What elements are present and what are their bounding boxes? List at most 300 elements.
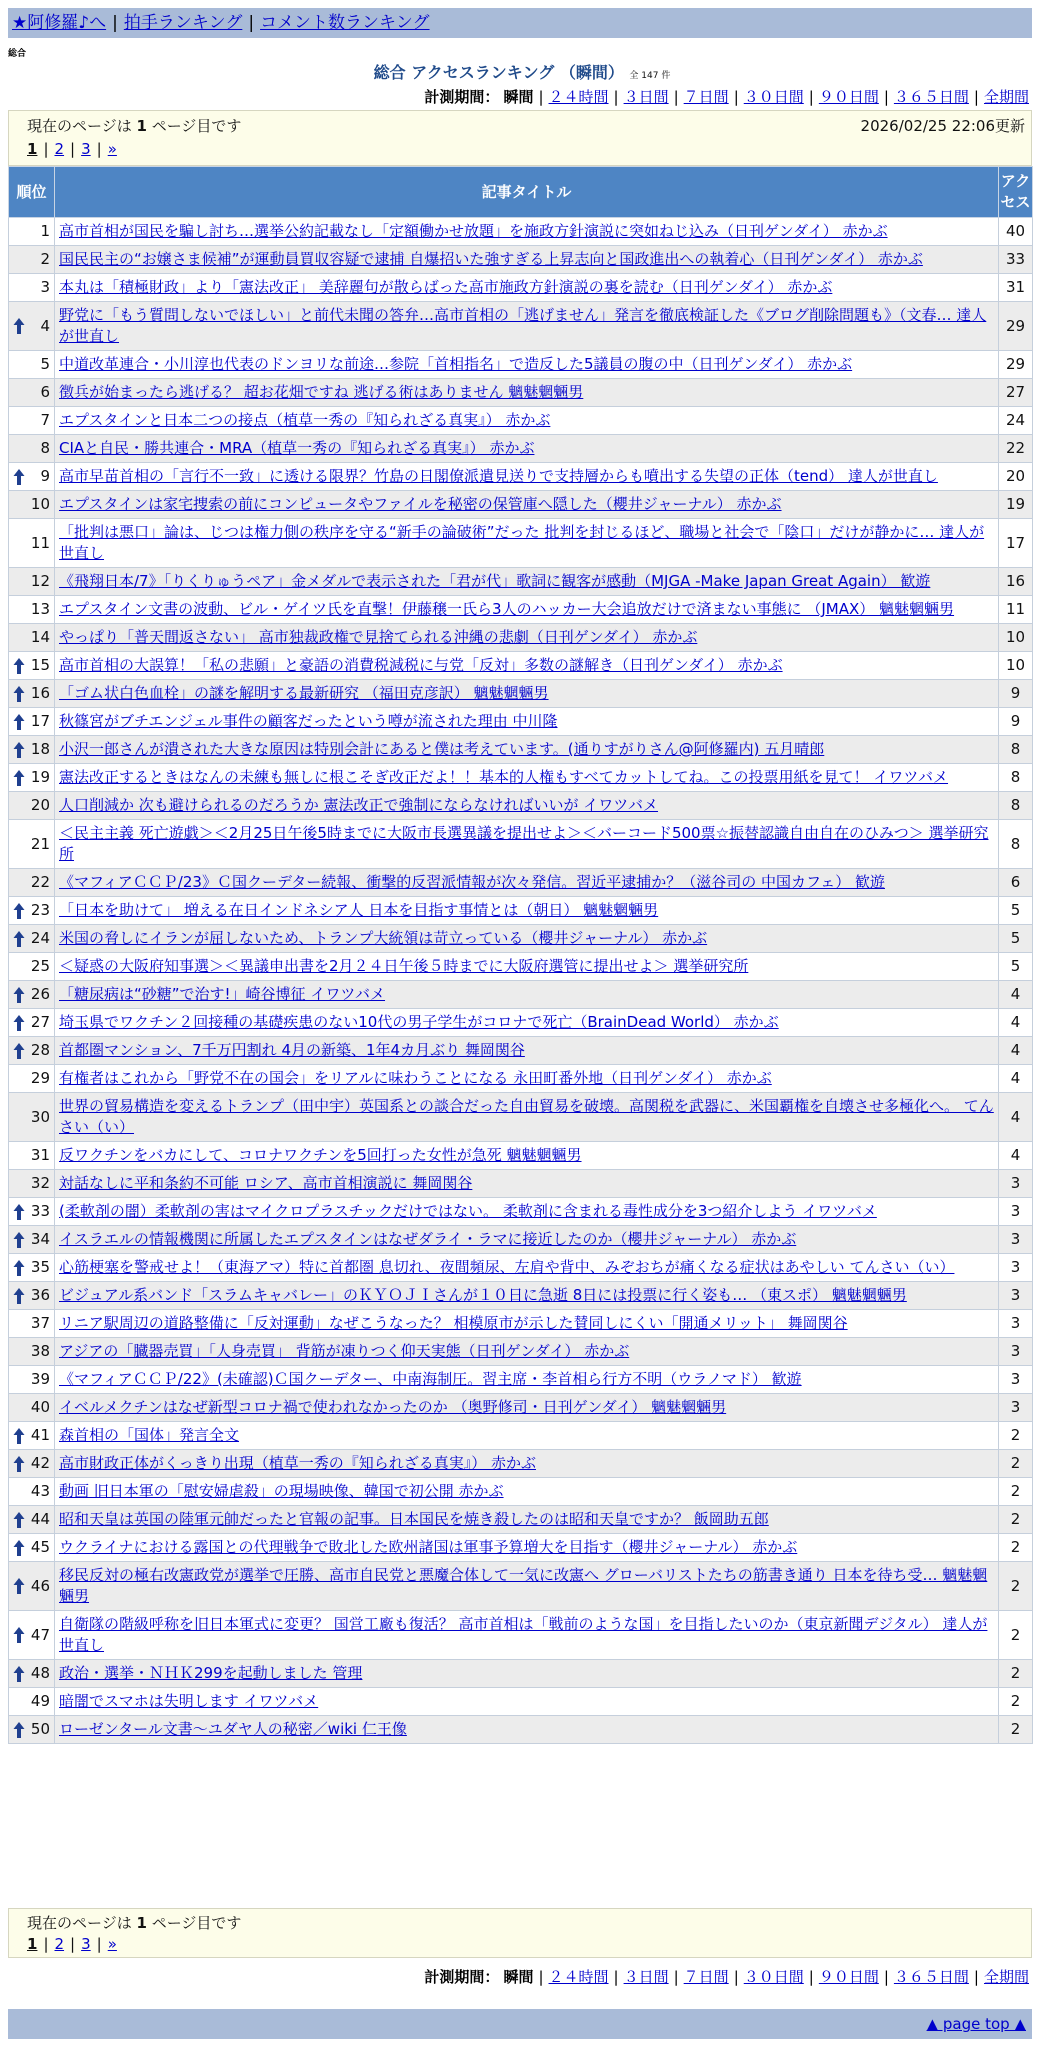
- article-title-link[interactable]: 政治・選挙・ＮＨＫ299を起動しました 管理: [59, 1664, 363, 1682]
- access-count: 2: [999, 1506, 1033, 1534]
- access-count: 33: [999, 246, 1033, 274]
- comment-ranking-link[interactable]: コメント数ランキング: [260, 13, 430, 33]
- period-link-all[interactable]: 全期間: [983, 1968, 1029, 1986]
- up-arrow-icon: [13, 1259, 25, 1277]
- article-title-link[interactable]: 世界の貿易構造を変えるトランプ（田中宇）英国系との談合だった自由貿易を破壊。高関税を武器に、米国覇権を自壊させ多極化へ。 てんさい（い）: [59, 1097, 994, 1136]
- up-arrow-icon: [13, 1539, 25, 1557]
- table-row: [9, 792, 1033, 820]
- header-title: 記事タイトル: [55, 167, 999, 218]
- rank-number: 5: [40, 355, 50, 373]
- rank-cell: [9, 1611, 55, 1660]
- up-arrow-icon: [13, 902, 25, 920]
- rank-number: 43: [30, 1482, 50, 1500]
- article-title-link[interactable]: 動画 旧日本軍の「慰安婦虐殺」の現場映像、韓国で初公開 赤かぶ: [59, 1482, 504, 1500]
- article-title-link[interactable]: やっぱり「普天間返さない」 高市独裁政権で見捨てられる沖縄の悲劇（日刊ゲンダイ） 赤かぶ: [59, 628, 698, 646]
- title-cell: [55, 736, 999, 764]
- title-cell: [55, 1254, 999, 1282]
- rank-cell: [9, 379, 55, 407]
- rank-number: 3: [40, 278, 50, 296]
- period-link-7d[interactable]: ７日間: [683, 1968, 729, 1986]
- period-link-365d[interactable]: ３６５日間: [893, 88, 969, 106]
- up-arrow-icon: [13, 685, 25, 703]
- rank-number: 26: [30, 985, 50, 1003]
- rank-number: 48: [30, 1664, 50, 1682]
- period-link-3d[interactable]: ３日間: [623, 1968, 669, 1986]
- access-count: 2: [999, 1478, 1033, 1506]
- period-label: 計測期間：: [424, 1968, 500, 1986]
- up-arrow-icon: [13, 930, 25, 948]
- article-title-link[interactable]: 「糖尿病は“砂糖”で治す!」崎谷博征 イワツバメ: [59, 985, 386, 1003]
- title-cell: [55, 792, 999, 820]
- article-title-link[interactable]: ローゼンタール文書～ユダヤ人の秘密／wiki 仁王像: [59, 1720, 407, 1738]
- article-title-link[interactable]: 自衛隊の階級呼称を旧日本軍式に変更？ 国営工廠も復活？ 高市首相は「戦前のような国」を目指したいのか（東京新聞デジタル） 達人が世直し: [59, 1615, 988, 1654]
- up-arrow-icon: [13, 1231, 25, 1249]
- article-title-link[interactable]: 小沢一郎さんが潰された大きな原因は特別会計にあると僕は考えています。(通りすがりさん@阿修羅内) 五月晴郎: [59, 740, 825, 758]
- rank-cell: [9, 218, 55, 246]
- rank-cell: [9, 624, 55, 652]
- rank-cell: [9, 491, 55, 519]
- table-row: [9, 568, 1033, 596]
- page-title: 総合 アクセスランキング （瞬間）: [373, 63, 624, 82]
- bottom-bar: [8, 2009, 1032, 2039]
- rank-cell: [9, 1198, 55, 1226]
- table-row: [9, 1093, 1033, 1142]
- title-cell: [55, 820, 999, 869]
- title-cell: [55, 435, 999, 463]
- rank-cell: [9, 680, 55, 708]
- table-row: [9, 379, 1033, 407]
- table-row: [9, 463, 1033, 491]
- rank-number: 17: [30, 712, 50, 730]
- access-count: 24: [999, 407, 1033, 435]
- title-cell: [55, 680, 999, 708]
- title-cell: [55, 1394, 999, 1422]
- ranking-table-body: [9, 218, 1033, 1744]
- table-row: [9, 1366, 1033, 1394]
- article-title-link[interactable]: ビジュアル系バンド「スラムキャバレー」のＫＹＯＪＩさんが１０日に急逝 8日には投票に行く姿も… （東スポ） 魑魅魍魎男: [59, 1286, 907, 1304]
- access-count: 22: [999, 435, 1033, 463]
- table-row: [9, 1065, 1033, 1093]
- title-cell: [55, 1065, 999, 1093]
- table-row: [9, 1611, 1033, 1660]
- rank-number: 39: [30, 1370, 50, 1388]
- rank-number: 47: [30, 1625, 50, 1644]
- table-row: [9, 491, 1033, 519]
- access-count: 2: [999, 1534, 1033, 1562]
- article-title-link[interactable]: イスラエルの情報機関に所属したエプスタインはなぜダライ・ラマに接近したのか（櫻井ジャーナル） 赤かぶ: [59, 1230, 797, 1248]
- up-arrow-icon: [13, 1287, 25, 1305]
- title-cell: [55, 925, 999, 953]
- access-count: 3: [999, 1338, 1033, 1366]
- article-title-link[interactable]: 秋篠宮がブチエンジェル事件の顧客だったという噂が流された理由 中川隆: [59, 712, 558, 730]
- access-count: 9: [999, 680, 1033, 708]
- article-title-link[interactable]: 対話なしに平和条約不可能 ロシア、高市首相演説に 舞岡関谷: [59, 1174, 473, 1192]
- up-arrow-icon: [13, 713, 25, 731]
- article-title-link[interactable]: エプスタインは家宅捜索の前にコンピュータやファイルを秘密の保管庫へ隠した（櫻井ジャーナル） 赤かぶ: [59, 495, 782, 513]
- page-link-3[interactable]: 3: [81, 140, 91, 158]
- rank-cell: [9, 302, 55, 351]
- table-row: [9, 1506, 1033, 1534]
- rank-number: 24: [30, 929, 50, 947]
- up-arrow-icon: [13, 468, 25, 486]
- title-cell: [55, 1450, 999, 1478]
- article-title-link[interactable]: 埼玉県でワクチン２回接種の基礎疾患のない10代の男子学生がコロナで死亡（BrainDead World） 赤かぶ: [59, 1013, 779, 1031]
- article-title-link[interactable]: 高市首相の大誤算！「私の悲願」と豪語の消費税減税に与党「反対」多数の謎解き（日刊ゲンダイ） 赤かぶ: [59, 656, 783, 674]
- access-count: 31: [999, 274, 1033, 302]
- access-count: 4: [999, 981, 1033, 1009]
- table-row: [9, 652, 1033, 680]
- rank-number: 4: [40, 316, 50, 335]
- article-title-link[interactable]: 反ワクチンをバカにして、コロナワクチンを5回打った女性が急死 魑魅魍魎男: [59, 1146, 582, 1164]
- article-title-link[interactable]: 心筋梗塞を警戒せよ！（東海アマ）特に首都圏 息切れ、夜間頻尿、左肩や背中、みぞおちが痛くなる症状はあやしい てんさい（い）: [59, 1258, 955, 1276]
- period-link-3d[interactable]: ３日間: [623, 88, 669, 106]
- period-link-30d[interactable]: ３０日間: [743, 88, 804, 106]
- page-links: 1 | 2 | 3 | »: [27, 1935, 117, 1953]
- title-cell: [55, 708, 999, 736]
- access-count: 8: [999, 736, 1033, 764]
- current-page-text: 現在のページは 1 ページ目です: [27, 1914, 242, 1932]
- access-count: 2: [999, 1688, 1033, 1716]
- table-row: [9, 981, 1033, 1009]
- access-count: 4: [999, 1065, 1033, 1093]
- article-title-link[interactable]: 高市財政正体がくっきり出現（植草一秀の『知られざる真実』） 赤かぶ: [59, 1454, 536, 1472]
- table-row: [9, 1009, 1033, 1037]
- table-row: [9, 435, 1033, 463]
- updated-timestamp: 2026/02/25 22:06更新: [860, 117, 1025, 135]
- rank-cell: [9, 1065, 55, 1093]
- access-count: 8: [999, 792, 1033, 820]
- rank-number: 1: [40, 222, 50, 240]
- article-title-link[interactable]: 《飛翔日本/7》「りくりゅうペア」金メダルで表示された「君が代」歌詞に観客が感動（MJGA -Make Japan Great Again） 歓遊: [59, 572, 931, 590]
- rank-number: 31: [30, 1146, 50, 1164]
- period-current: 瞬間: [503, 1968, 534, 1986]
- title-cell: [55, 1366, 999, 1394]
- access-count: 4: [999, 1142, 1033, 1170]
- article-title-link[interactable]: 国民民主の“お嬢さま候補”が運動員買収容疑で逮捕 自爆招いた強すぎる上昇志向と国政進出への執着心（日刊ゲンダイ） 赤かぶ: [59, 250, 923, 268]
- article-title-link[interactable]: ＜民主主義 死亡遊戯＞＜2月25日午後5時までに大阪市長選異議を提出せよ＞＜バーコード500票☆振替認識自由自在のひみつ＞ 選挙研究所: [59, 824, 989, 863]
- access-count: 6: [999, 869, 1033, 897]
- rank-cell: [9, 820, 55, 869]
- page-links: 1 | 2 | 3 | »: [27, 140, 117, 158]
- article-title-link[interactable]: アジアの「臓器売買」「人身売買」 背筋が凍りつく仰天実態（日刊ゲンダイ） 赤かぶ: [59, 1342, 630, 1360]
- rank-cell: [9, 1478, 55, 1506]
- table-row: [9, 246, 1033, 274]
- title-cell: [55, 519, 999, 568]
- rank-number: 30: [30, 1107, 50, 1126]
- article-title-link[interactable]: 高市首相が国民を騙し討ち…選挙公約記載なし「定額働かせ放題」を施政方針演説に突如ねじ込み（日刊ゲンダイ） 赤かぶ: [59, 222, 888, 240]
- title-cell: [55, 1716, 999, 1744]
- rank-number: 16: [30, 684, 50, 702]
- rank-cell: [9, 407, 55, 435]
- table-row: [9, 869, 1033, 897]
- page-next-link[interactable]: »: [107, 140, 117, 158]
- title-cell: [55, 1422, 999, 1450]
- rank-number: 6: [40, 383, 50, 401]
- access-count: 3: [999, 1394, 1033, 1422]
- period-current: 瞬間: [503, 88, 534, 106]
- access-count: 9: [999, 708, 1033, 736]
- access-count: 5: [999, 897, 1033, 925]
- up-arrow-icon: [13, 769, 25, 787]
- nav-separator: |: [248, 13, 255, 33]
- article-title-link[interactable]: 暗闇でスマホは失明します イワツバメ: [59, 1692, 319, 1710]
- title-cell: [55, 897, 999, 925]
- article-title-link[interactable]: 米国の脅しにイランが屈しないため、トランプ大統領は苛立っている（櫻井ジャーナル） 赤かぶ: [59, 929, 708, 947]
- article-title-link[interactable]: 昭和天皇は英国の陸軍元帥だったと官報の記事。日本国民を焼き殺したのは昭和天皇ですか？ 飯岡助五郎: [59, 1510, 769, 1528]
- table-row: [9, 407, 1033, 435]
- access-count: 2: [999, 1562, 1033, 1611]
- page-current: 1: [27, 140, 38, 158]
- access-count: 3: [999, 1254, 1033, 1282]
- table-row: [9, 1142, 1033, 1170]
- rank-cell: [9, 792, 55, 820]
- title-cell: [55, 1093, 999, 1142]
- rank-number: 13: [30, 600, 50, 618]
- title-cell: [55, 869, 999, 897]
- rank-cell: [9, 1282, 55, 1310]
- access-count: 2: [999, 1611, 1033, 1660]
- rank-number: 12: [30, 572, 50, 590]
- page-title-block: [0, 60, 1044, 83]
- top-nav-bar: [8, 8, 1032, 38]
- period-link-24h[interactable]: ２４時間: [548, 1968, 609, 1986]
- table-row: [9, 302, 1033, 351]
- table-row: [9, 1310, 1033, 1338]
- up-arrow-icon: [13, 1455, 25, 1473]
- title-cell: [55, 463, 999, 491]
- access-count: 10: [999, 624, 1033, 652]
- rank-number: 33: [30, 1202, 50, 1220]
- title-cell: [55, 274, 999, 302]
- rank-cell: [9, 736, 55, 764]
- up-arrow-icon: [13, 1427, 25, 1445]
- rank-cell: [9, 764, 55, 792]
- rank-cell: [9, 246, 55, 274]
- rank-number: 27: [30, 1013, 50, 1031]
- article-title-link[interactable]: 《マフィアＣＣＰ/23》Ｃ国クーデター続報、衝撃的反習派情報が次々発信。習近平逮捕か？（滋谷司の 中国カフェ） 歓遊: [59, 873, 885, 891]
- table-row: [9, 1478, 1033, 1506]
- rank-cell: [9, 435, 55, 463]
- access-count: 3: [999, 1198, 1033, 1226]
- table-row: [9, 953, 1033, 981]
- title-cell: [55, 568, 999, 596]
- period-selector-top: 計測期間： 瞬間 | ２４時間 | ３日間 | ７日間 | ３０日間 | ９０日間 | ３６５日間 | 全期間: [424, 88, 1029, 106]
- article-title-link[interactable]: 「批判は悪口」論は、じつは権力側の秩序を守る“新手の論破術”だった 批判を封じるほど、職場と社会で「陰口」だけが静かに… 達人が世直し: [59, 523, 985, 562]
- article-title-link[interactable]: 移民反対の極右改憲政党が選挙で圧勝、高市自民党と悪魔合体して一気に改憲へ グローバリストたちの筋書き通り 日本を待ち受… 魑魅魍魎男: [59, 1566, 988, 1605]
- title-cell: [55, 1226, 999, 1254]
- article-title-link[interactable]: エプスタイン文書の波動、ビル・ゲイツ氏を直撃！伊藤穣一氏ら3人のハッカー大会追放だけで済まない事態に （JMAX） 魑魅魍魎男: [59, 600, 955, 618]
- rank-cell: [9, 463, 55, 491]
- article-title-link[interactable]: 「ゴム状白色血栓」の謎を解明する最新研究 （福田克彦訳） 魑魅魍魎男: [59, 684, 549, 702]
- article-title-link[interactable]: 憲法改正するときはなんの未練も無しに根こそぎ改正だよ！！基本的人権もすべてカットしてね。この投票用紙を見て！ イワツバメ: [59, 768, 949, 786]
- title-cell: [55, 218, 999, 246]
- period-link-365d[interactable]: ３６５日間: [893, 1968, 969, 1986]
- access-count: 17: [999, 519, 1033, 568]
- rank-cell: [9, 897, 55, 925]
- table-row: [9, 1037, 1033, 1065]
- title-cell: [55, 764, 999, 792]
- page-link-2[interactable]: 2: [54, 140, 65, 158]
- rank-cell: [9, 652, 55, 680]
- up-arrow-icon: [13, 1626, 25, 1644]
- rank-cell: [9, 274, 55, 302]
- page-next-link[interactable]: »: [107, 1935, 117, 1953]
- article-title-link[interactable]: 森首相の「国体」発言全文: [59, 1426, 240, 1444]
- title-cell: [55, 1142, 999, 1170]
- period-link-90d[interactable]: ９０日間: [818, 88, 879, 106]
- title-cell: [55, 246, 999, 274]
- table-row: [9, 624, 1033, 652]
- title-cell: [55, 1198, 999, 1226]
- article-title-link[interactable]: CIAと自民・勝共連合・MRA（植草一秀の『知られざる真実』） 赤かぶ: [59, 439, 535, 457]
- header-rank: 順位: [9, 167, 55, 218]
- rank-cell: [9, 708, 55, 736]
- rank-number: 42: [30, 1454, 50, 1472]
- title-cell: [55, 652, 999, 680]
- title-cell: [55, 1170, 999, 1198]
- article-title-link[interactable]: 首都圏マンション、7千万円割れ 4月の新築、1年4カ月ぶり 舞岡関谷: [59, 1041, 525, 1059]
- pager-top: [8, 110, 1032, 166]
- period-link-7d[interactable]: ７日間: [683, 88, 729, 106]
- article-title-link[interactable]: ＜疑惑の大阪府知事選＞＜異議申出書を2月２４日午後５時までに大阪府選管に提出せよ＞ 選挙研究所: [59, 957, 749, 975]
- access-count: 29: [999, 302, 1033, 351]
- table-row: [9, 1338, 1033, 1366]
- current-page-text: 現在のページは 1 ページ目です: [27, 117, 242, 135]
- table-row: [9, 820, 1033, 869]
- article-title-link[interactable]: (柔軟剤の闇）柔軟剤の害はマイクロプラスチックだけではない。 柔軟剤に含まれる毒性成分を3つ紹介しよう イワツバメ: [59, 1202, 877, 1220]
- home-link[interactable]: ★阿修羅♪へ: [12, 13, 107, 33]
- table-row: [9, 274, 1033, 302]
- rank-cell: [9, 1660, 55, 1688]
- access-count: 10: [999, 652, 1033, 680]
- rank-number: 44: [30, 1510, 50, 1528]
- up-arrow-icon: [13, 986, 25, 1004]
- rank-number: 10: [30, 495, 50, 513]
- rank-number: 18: [30, 740, 50, 758]
- table-row: [9, 764, 1033, 792]
- access-count: 3: [999, 1282, 1033, 1310]
- rank-cell: [9, 1142, 55, 1170]
- table-row: [9, 596, 1033, 624]
- rank-number: 40: [30, 1398, 50, 1416]
- rank-cell: [9, 1310, 55, 1338]
- rank-number: 37: [30, 1314, 50, 1332]
- rank-number: 19: [30, 768, 50, 786]
- table-row: [9, 351, 1033, 379]
- article-title-link[interactable]: ウクライナにおける露国との代理戦争で敗北した欧州諸国は軍事予算増大を目指す（櫻井ジャーナル） 赤かぶ: [59, 1538, 798, 1556]
- article-title-link[interactable]: 本丸は「積極財政」より「憲法改正」 美辞麗句が散らばった高市施政方針演説の裏を読む（日刊ゲンダイ） 赤かぶ: [59, 278, 833, 296]
- table-row: [9, 680, 1033, 708]
- page-link-2[interactable]: 2: [54, 1935, 65, 1953]
- title-cell: [55, 1534, 999, 1562]
- article-title-link[interactable]: 《マフィアＣＣＰ/22》(未確認)Ｃ国クーデター、中南海制圧。習主席・李首相ら行方不明（ウラノマド） 歓遊: [59, 1370, 802, 1388]
- period-link-30d[interactable]: ３０日間: [743, 1968, 804, 1986]
- rank-number: 38: [30, 1342, 50, 1360]
- rank-number: 32: [30, 1174, 50, 1192]
- table-row: [9, 1450, 1033, 1478]
- title-cell: [55, 981, 999, 1009]
- period-link-24h[interactable]: ２４時間: [548, 88, 609, 106]
- rank-cell: [9, 869, 55, 897]
- period-link-90d[interactable]: ９０日間: [818, 1968, 879, 1986]
- article-title-link[interactable]: 徴兵が始まったら逃げる？ 超お花畑ですね 逃げる術はありません 魑魅魍魎男: [59, 383, 584, 401]
- up-arrow-icon: [13, 741, 25, 759]
- rank-cell: [9, 953, 55, 981]
- access-count: 8: [999, 764, 1033, 792]
- access-count: 5: [999, 953, 1033, 981]
- header-access: アクセス: [999, 167, 1033, 218]
- clap-ranking-link[interactable]: 拍手ランキング: [123, 13, 243, 33]
- rank-number: 23: [30, 901, 50, 919]
- rank-cell: [9, 1450, 55, 1478]
- access-count: 19: [999, 491, 1033, 519]
- article-title-link[interactable]: イベルメクチンはなぜ新型コロナ禍で使われなかったのか （奥野修司・日刊ゲンダイ） 魑魅魍魎男: [59, 1398, 727, 1416]
- period-link-all[interactable]: 全期間: [983, 88, 1029, 106]
- total-count: 全 147 件: [629, 71, 671, 81]
- table-row: [9, 708, 1033, 736]
- rank-number: 46: [30, 1576, 50, 1595]
- up-arrow-icon: [13, 1014, 25, 1032]
- article-title-link[interactable]: エプスタインと日本二つの接点（植草一秀の『知られざる真実』） 赤かぶ: [59, 411, 551, 429]
- access-count: 2: [999, 1716, 1033, 1744]
- access-count: 20: [999, 463, 1033, 491]
- nav-separator: |: [112, 13, 118, 33]
- page-top-link[interactable]: ▲ page top ▲: [926, 2015, 1026, 2033]
- rank-cell: [9, 1254, 55, 1282]
- article-title-link[interactable]: 高市早苗首相の「言行不一致」に透ける限界？竹島の日閣僚派遣見送りで支持層からも噴出する失望の正体（tend） 達人が世直し: [59, 467, 938, 485]
- rank-cell: [9, 1394, 55, 1422]
- title-cell: [55, 1478, 999, 1506]
- rank-cell: [9, 596, 55, 624]
- table-row: [9, 1562, 1033, 1611]
- article-title-link[interactable]: 有権者はこれから「野党不在の国会」をリアルに味わうことになる 永田町番外地（日刊ゲンダイ） 赤かぶ: [59, 1069, 772, 1087]
- access-count: 3: [999, 1366, 1033, 1394]
- article-title-link[interactable]: 野党に「もう質問しないでほしい」と前代未聞の答弁…高市首相の「逃げません」発言を徹底検証した《ブログ削除問題も》（文春… 達人が世直し: [59, 306, 987, 345]
- table-row: [9, 1226, 1033, 1254]
- article-title-link[interactable]: 「日本を助けて」 増える在日インドネシア人 日本を目指す事情とは（朝日） 魑魅魍魎男: [59, 901, 659, 919]
- title-cell: [55, 1282, 999, 1310]
- rank-number: 15: [30, 656, 50, 674]
- article-title-link[interactable]: 中道改革連合・小川淳也代表のドンヨリな前途…参院「首相指名」で造反した5議員の腹の中（日刊ゲンダイ） 赤かぶ: [59, 355, 853, 373]
- title-cell: [55, 1611, 999, 1660]
- rank-cell: [9, 981, 55, 1009]
- rank-cell: [9, 1093, 55, 1142]
- rank-cell: [9, 1716, 55, 1744]
- table-row: [9, 925, 1033, 953]
- access-count: 11: [999, 596, 1033, 624]
- access-count: 8: [999, 820, 1033, 869]
- rank-number: 35: [30, 1258, 50, 1276]
- ranking-table: [8, 166, 1033, 1744]
- title-cell: [55, 379, 999, 407]
- up-arrow-icon: [13, 1203, 25, 1221]
- article-title-link[interactable]: 人口削減か 次も避けられるのだろうか 憲法改正で強制にならなければいいが イワツバメ: [59, 796, 659, 814]
- access-count: 2: [999, 1660, 1033, 1688]
- title-cell: [55, 1660, 999, 1688]
- title-cell: [55, 1009, 999, 1037]
- page-link-3[interactable]: 3: [81, 1935, 91, 1953]
- access-count: 2: [999, 1450, 1033, 1478]
- title-cell: [55, 596, 999, 624]
- article-title-link[interactable]: リニア駅周辺の道路整備に「反対運動」なぜこうなった？ 相模原市が示した賛同しにくい「開通メリット」 舞岡関谷: [59, 1314, 848, 1332]
- access-count: 40: [999, 218, 1033, 246]
- up-arrow-icon: [13, 1511, 25, 1529]
- period-selector-bottom: 計測期間： 瞬間 | ２４時間 | ３日間 | ７日間 | ３０日間 | ９０日間 | ３６５日間 | 全期間: [424, 1968, 1029, 1986]
- up-arrow-icon: [13, 1665, 25, 1683]
- rank-cell: [9, 351, 55, 379]
- rank-number: 21: [30, 834, 50, 853]
- rank-number: 7: [40, 411, 50, 429]
